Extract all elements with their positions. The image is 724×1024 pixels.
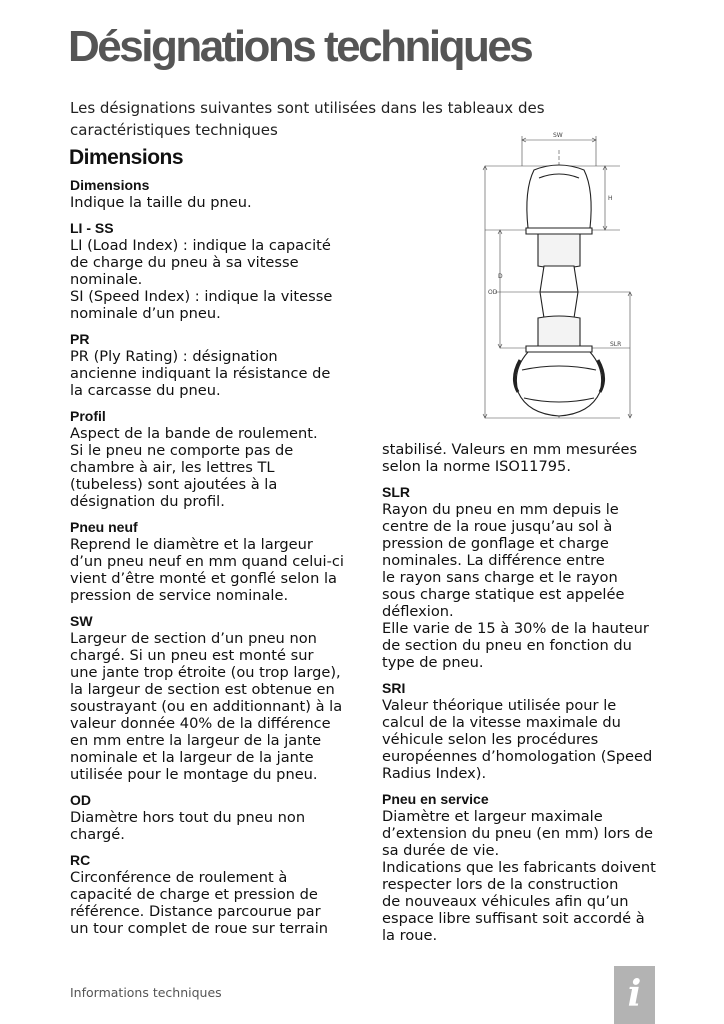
description: PR (Ply Rating) : désignation ancienne indiquant la résistance de la carcasse du pneu. [70,348,331,399]
description: LI (Load Index) : indique la capacité de charge du pneu à sa vitesse nominale. SI (Speed Index) : indique la vitesse nominale d’un pneu. [70,237,333,322]
term: RC [70,852,91,868]
term: PR [70,331,90,347]
description: Diamètre et largeur maximale d’extension du pneu (en mm) lors de sa durée de vie. Indications que les fabricants doivent respecter lors de la construction de nouveaux véhicules afin qu’un espace libre suffisant soit accordé à la roue. [382,808,656,944]
info-letter: i [627,973,642,1015]
term: Pneu neuf [70,519,138,535]
section-heading: Dimensions [69,146,184,169]
definition-pneu-en-service [382,791,672,944]
description: Indique la taille du pneu. [70,194,252,211]
definition-dimensions [70,177,350,211]
description: Largeur de section d’un pneu non chargé. Si un pneu est monté sur une jante trop étroite (ou trop large), la largeur de section est obtenue en soustrayant (ou en additionnant) à la valeur donnée 40% de la différence en mm entre la largeur de la jante nominale et la largeur de la jante utilisée pour le montage du pneu. [70,630,343,783]
term: SW [70,613,93,629]
description: Diamètre hors tout du pneu non chargé. [70,809,306,843]
left-column [70,177,350,946]
description: Circonférence de roulement à capacité de charge et pression de référence. Distance parcourue par un tour complet de roue sur terrain [70,869,329,937]
term: Pneu en service [382,791,489,807]
description: Valeur théorique utilisée pour le calcul de la vitesse maximale du véhicule selon les procédures européennes d’homologation (Speed Radius Index). [382,697,653,782]
definition-pneu-neuf [70,519,350,604]
term: OD [70,792,91,808]
description: stabilisé. Valeurs en mm mesurées selon la norme ISO11795. [382,441,638,475]
description: Aspect de la bande de roulement. Si le pneu ne comporte pas de chambre à air, les lettres TL (tubeless) sont ajoutées à la désignation du profil. [70,425,318,510]
label-slr: SLR [610,341,622,348]
definition-pr [70,331,350,399]
description: Reprend le diamètre et la largeur d’un pneu neuf en mm quand celui-ci vient d’être monté et gonflé selon la pression de service nominale. [70,536,344,604]
term: Profil [70,408,106,424]
definition-slr [382,484,672,671]
label-h: H [608,195,613,202]
term: SLR [382,484,410,500]
definition-od [70,792,350,843]
definition-rc [70,852,350,937]
definition-li-ss [70,220,350,322]
term: LI - SS [70,220,114,236]
info-icon [614,966,655,1024]
label-od: OD [488,289,498,296]
page-title: Désignations techniques [68,22,532,71]
definition-rc-continued [382,441,672,475]
label-d: D [498,273,503,280]
right-column [382,441,672,953]
description: Rayon du pneu en mm depuis le centre de la roue jusqu’au sol à pression de gonflage et charge nominales. La différence entre le rayon sans charge et le rayon sous charge statique est appelée déflexion. Elle varie de 15 à 30% de la hauteur de section du pneu en fonction du type de pneu. [382,501,649,671]
term: SRI [382,680,406,696]
definition-profil [70,408,350,510]
tire-dimension-diagram [460,130,650,426]
intro-text: Les désignations suivantes sont utilisées dans les tableaux des caractéristiques techniques [70,99,545,139]
label-sw: SW [553,132,563,139]
definition-sw [70,613,350,783]
term: Dimensions [70,177,150,193]
footer-text: Informations techniques [70,985,222,1000]
definition-sri [382,680,672,782]
